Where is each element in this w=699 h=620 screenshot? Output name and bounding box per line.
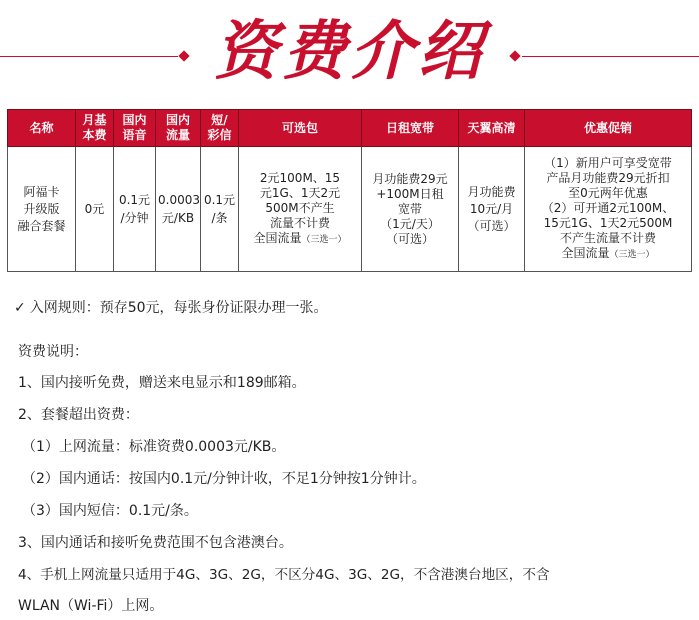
plan-table bbox=[7, 109, 692, 272]
title-diamond-right-icon bbox=[509, 50, 520, 61]
list-item: 1、国内接听免费，赠送来电显示和189邮箱。 bbox=[18, 375, 306, 391]
list-item: 4、手机上网流量只适用于4G、3G、2G，不区分4G、3G、2G，不含港澳台地区，不含 bbox=[18, 567, 550, 583]
cell-sms: 0.1元 /条 bbox=[201, 147, 239, 272]
list-item: 3、国内通话和接听免费范围不包含港澳台。 bbox=[18, 535, 293, 551]
cell-monthly-fee: 0元 bbox=[76, 147, 114, 272]
cell-promotion: （1）新用户可享受宽带 产品月功能费29元折扣 至0元两年优惠 （2）可开通2元100M、 15元1G、1天2元500M 不产生流量不计费 全国流量（三选一） bbox=[525, 147, 692, 272]
title-diamond-left-icon bbox=[178, 50, 189, 61]
header-optional-pack: 可选包 bbox=[239, 110, 362, 147]
header-data: 国内流量 bbox=[156, 110, 201, 147]
checkmark-icon: ✓ bbox=[14, 300, 26, 316]
page-title: 资费介绍 bbox=[214, 14, 486, 89]
header-name: 名称 bbox=[8, 110, 76, 147]
cell-hd-tv: 月功能费 10元/月 （可选） bbox=[459, 147, 525, 272]
list-item: （1）上网流量：标准资费0.0003元/KB。 bbox=[22, 439, 286, 455]
table-header-row bbox=[8, 110, 692, 147]
header-voice: 国内语音 bbox=[114, 110, 156, 147]
header-promotion: 优惠促销 bbox=[525, 110, 692, 147]
title-divider-left bbox=[0, 56, 178, 57]
header-daily-broadband: 日租宽带 bbox=[362, 110, 459, 147]
title-banner bbox=[0, 0, 699, 104]
list-item: （2）国内通话：按国内0.1元/分钟计收，不足1分钟按1分钟计。 bbox=[22, 471, 426, 487]
network-rule: ✓ 入网规则：预存50元，每张身份证限办理一张。 bbox=[14, 300, 328, 316]
header-hd-tv: 天翼高清 bbox=[459, 110, 525, 147]
table-row bbox=[8, 147, 692, 272]
header-sms: 短/彩信 bbox=[201, 110, 239, 147]
cell-data: 0.0003 元/KB bbox=[156, 147, 201, 272]
header-monthly-fee: 月基本费 bbox=[76, 110, 114, 147]
description-heading: 资费说明： bbox=[18, 344, 88, 360]
cell-name: 阿福卡 升级版 融合套餐 bbox=[8, 147, 76, 272]
list-item: 2、套餐超出资费： bbox=[18, 407, 139, 423]
cell-optional-pack: 2元100M、15 元1G、1天2元 500M不产生 流量不计费 全国流量（三选一） bbox=[239, 147, 362, 272]
list-item: WLAN（Wi-Fi）上网。 bbox=[18, 598, 164, 614]
cell-voice: 0.1元 /分钟 bbox=[114, 147, 156, 272]
title-divider-right bbox=[522, 56, 699, 57]
cell-daily-broadband: 月功能费29元 +100M日租 宽带 （1元/天） （可选） bbox=[362, 147, 459, 272]
list-item: （3）国内短信：0.1元/条。 bbox=[22, 503, 198, 519]
